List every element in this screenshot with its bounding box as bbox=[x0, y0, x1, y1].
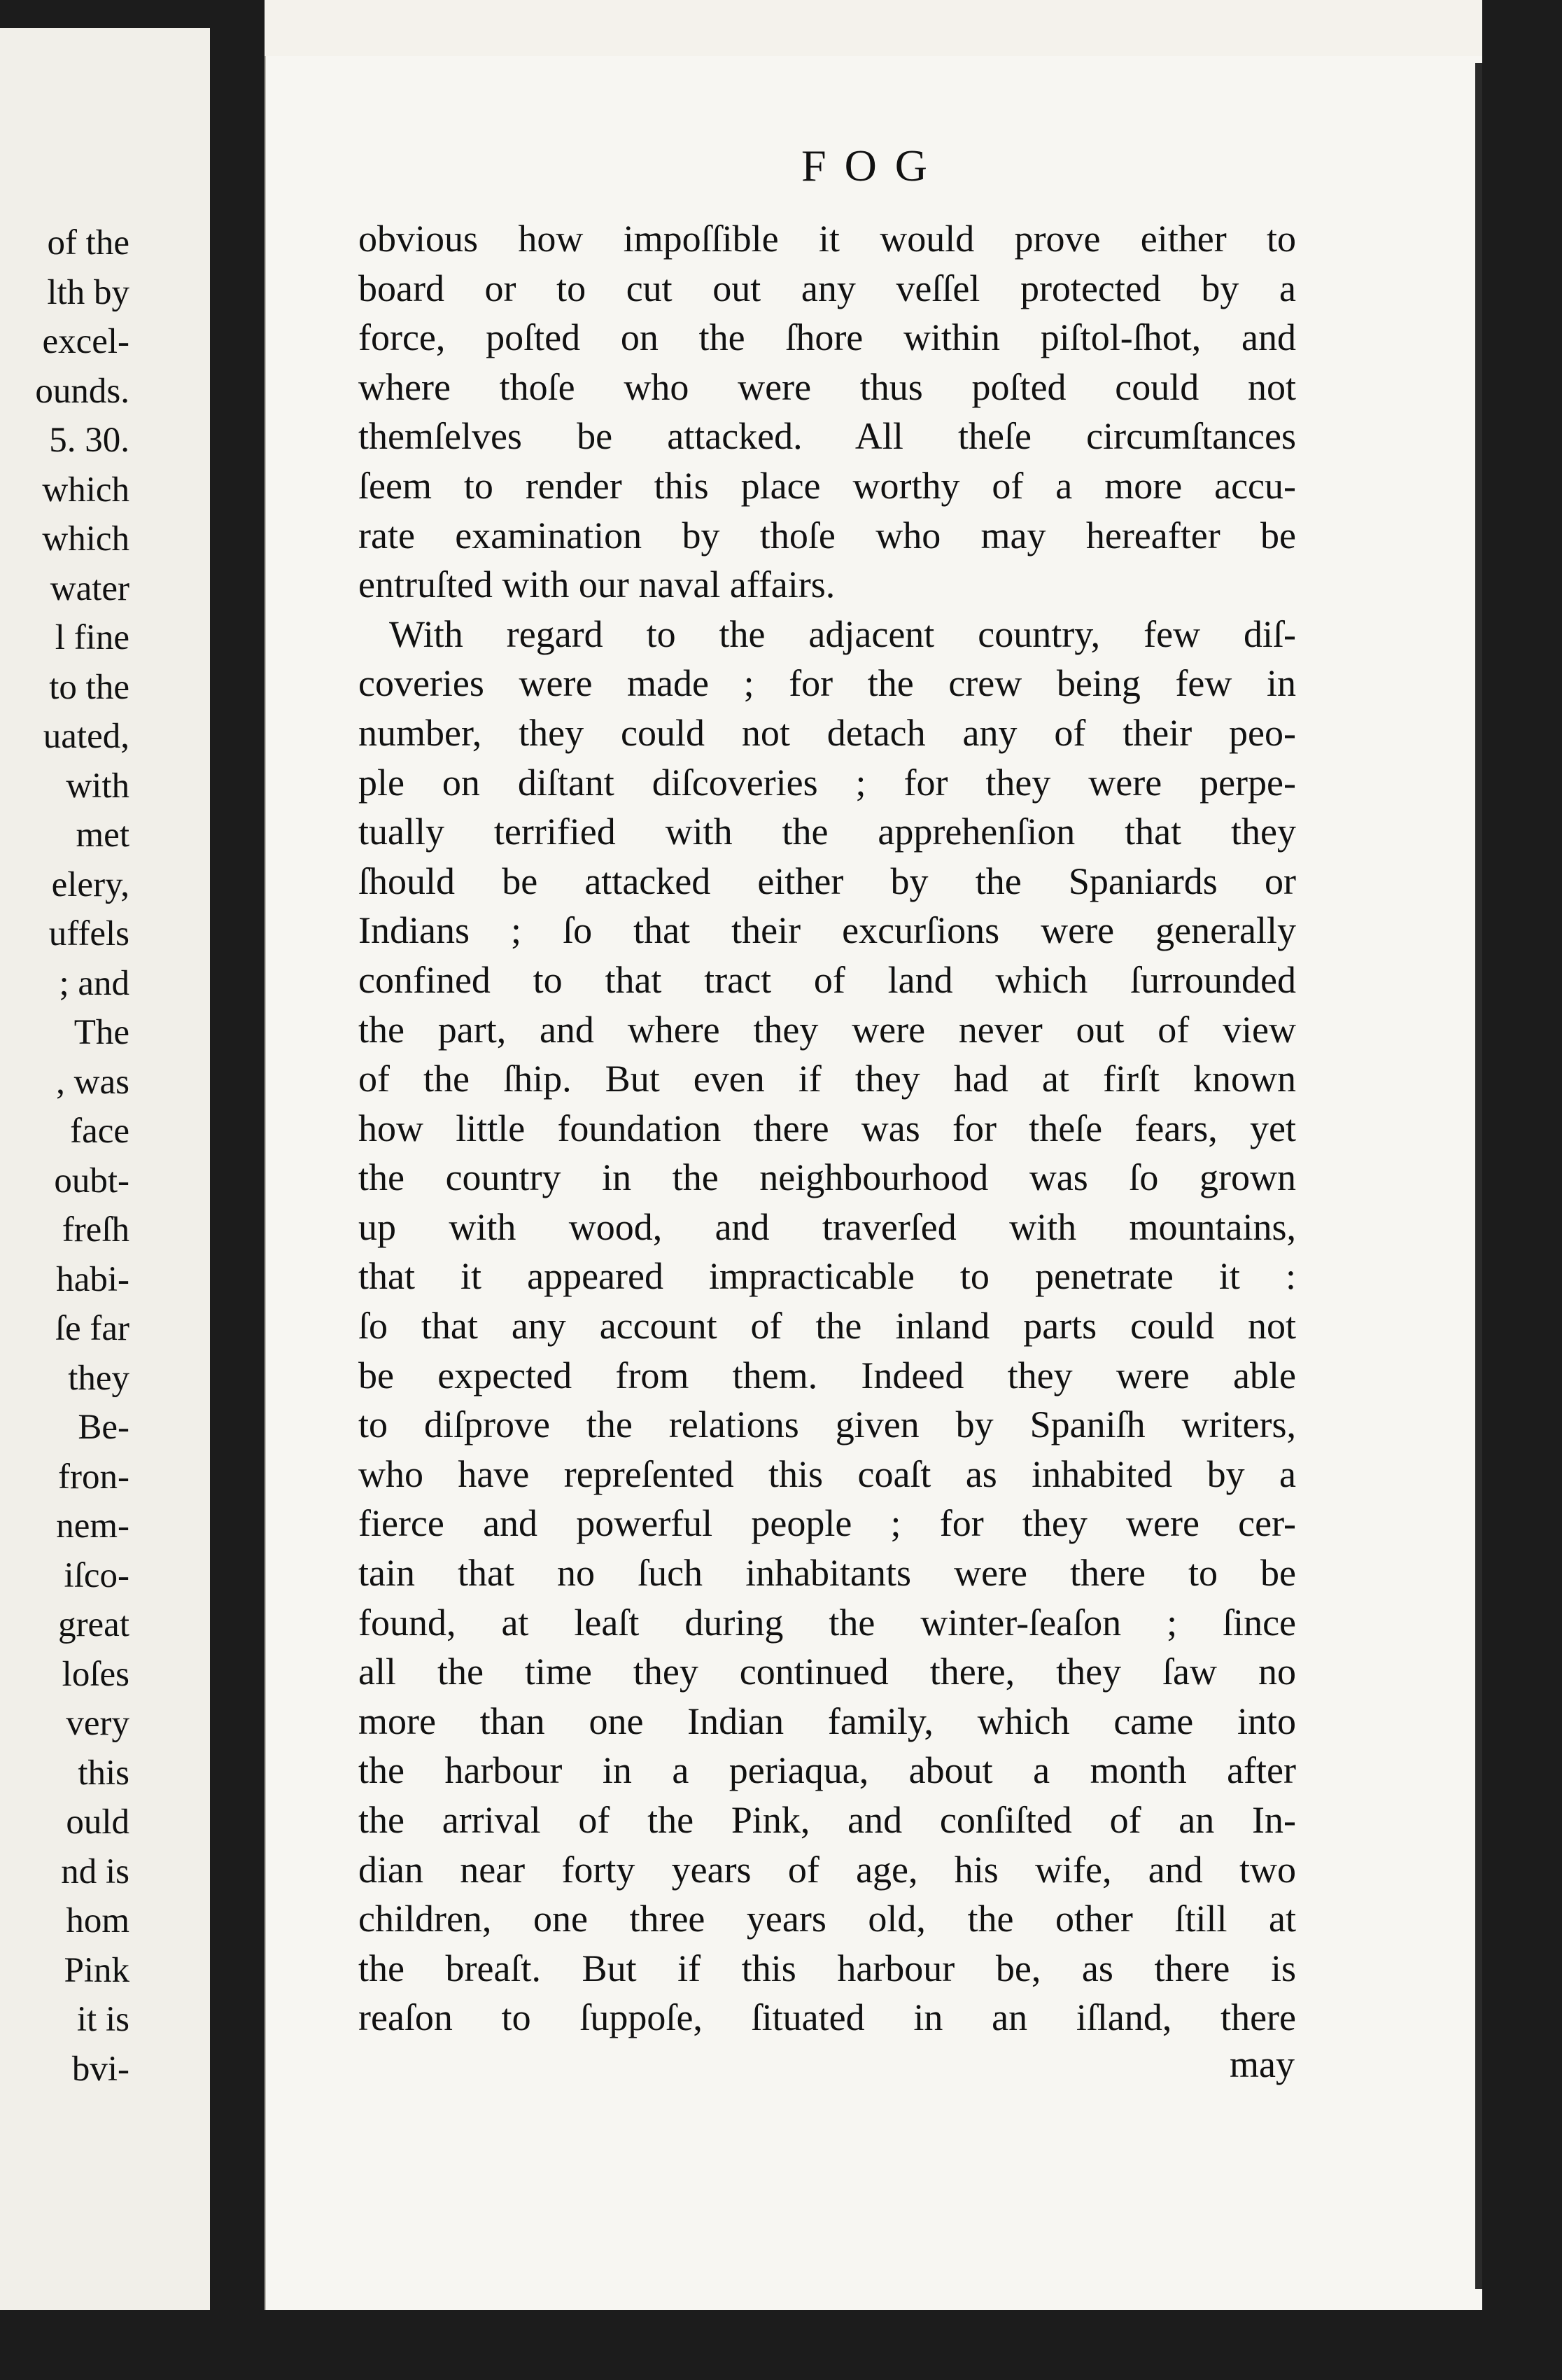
text-line: how little foundation there was for theſe fears, yet bbox=[358, 1107, 1296, 1149]
page-edge-shadow bbox=[1475, 63, 1482, 2289]
text-line: fierce and powerful people ; for they were cer- bbox=[358, 1502, 1296, 1545]
text-line: obvious how impoſſible it would prove either to bbox=[358, 218, 1296, 260]
left-fragment: nd is bbox=[61, 1851, 129, 1891]
text-line: force, poſted on the ſhore within piſtol-ſhot, and bbox=[358, 316, 1296, 359]
scan-border-bottom bbox=[265, 2310, 1482, 2380]
left-fragment: 5. 30. bbox=[49, 421, 129, 460]
text-line: of the ſhip. But even if they had at firſt known bbox=[358, 1058, 1296, 1100]
text-line: ſhould be attacked either by the Spaniards or bbox=[358, 860, 1296, 902]
left-fragment: excel- bbox=[42, 322, 129, 361]
text-line: where thoſe who were thus poſted could not bbox=[358, 365, 1296, 408]
left-fragment: hom bbox=[66, 1901, 129, 1940]
left-fragment: freſh bbox=[62, 1210, 129, 1250]
text-line: up with wood, and traverſed with mountains, bbox=[358, 1205, 1296, 1248]
text-line: board or to cut out any veſſel protected by a bbox=[358, 267, 1296, 309]
left-fragment: bvi- bbox=[71, 2049, 129, 2089]
text-line: more than one Indian family, which came into bbox=[358, 1700, 1296, 1742]
text-line: ple on diſtant diſcoveries ; for they were perpe- bbox=[358, 761, 1296, 804]
left-fragment: to the bbox=[49, 667, 129, 707]
left-fragment: great bbox=[58, 1605, 129, 1644]
text-line: that it appeared impracticable to penetrate it : bbox=[358, 1255, 1296, 1298]
text-line: found, at leaſt during the winter-ſeaſon ; ſince bbox=[358, 1601, 1296, 1644]
text-line: number, they could not detach any of their peo- bbox=[358, 711, 1296, 754]
left-fragment: nem- bbox=[56, 1506, 129, 1546]
left-fragment: The bbox=[73, 1013, 129, 1052]
page-body bbox=[358, 214, 1296, 2043]
scan-border-right bbox=[1482, 0, 1562, 2380]
left-fragment: elery, bbox=[51, 864, 129, 904]
left-fragment: it is bbox=[76, 2000, 129, 2039]
left-page-fragments bbox=[0, 218, 129, 2094]
scan-border-bottom-left bbox=[0, 2310, 210, 2380]
text-line: the part, and where they were never out of view bbox=[358, 1008, 1296, 1051]
text-line: children, one three years old, the other ſtill at bbox=[358, 1898, 1296, 1940]
left-fragment: of the bbox=[47, 223, 129, 262]
text-line: themſelves be attacked. All theſe circumſtances bbox=[358, 415, 1296, 458]
text-line: Indians ; ſo that their excurſions were generally bbox=[358, 909, 1296, 952]
text-line: rate examination by thoſe who may hereafter be bbox=[358, 514, 1296, 556]
left-fragment: with bbox=[66, 766, 129, 806]
left-fragment: this bbox=[78, 1753, 129, 1793]
scan-border-top bbox=[0, 0, 210, 28]
left-fragment: uated, bbox=[43, 717, 129, 756]
left-fragment: which bbox=[42, 470, 129, 510]
book-gutter bbox=[210, 0, 265, 2380]
text-line: tain that no ſuch inhabitants were there to be bbox=[358, 1552, 1296, 1595]
left-fragment: ounds. bbox=[35, 371, 129, 411]
left-fragment: iſco- bbox=[64, 1555, 129, 1595]
text-line: to diſprove the relations given by Spaniſh writers, bbox=[358, 1404, 1296, 1446]
left-fragment: Be- bbox=[78, 1408, 129, 1447]
text-line: who have repreſented this coaſt as inhabited by a bbox=[358, 1452, 1296, 1495]
text-line: ſo that any account of the inland parts could not bbox=[358, 1305, 1296, 1348]
text-line: dian near forty years of age, his wife, and two bbox=[358, 1848, 1296, 1891]
text-line: reaſon to ſuppoſe, ſituated in an iſland, there bbox=[358, 1996, 1296, 2039]
left-fragment: habi- bbox=[56, 1259, 129, 1299]
text-line: With regard to the adjacent country, few diſ- bbox=[389, 612, 1296, 655]
left-fragment: oubt- bbox=[54, 1161, 129, 1200]
left-fragment: l fine bbox=[55, 618, 129, 657]
left-fragment: ; and bbox=[59, 963, 129, 1003]
text-line: the harbour in a periaqua, about a month after bbox=[358, 1749, 1296, 1792]
left-fragment: very bbox=[66, 1704, 129, 1743]
left-fragment: ſe far bbox=[55, 1309, 129, 1348]
left-fragment: met bbox=[76, 816, 129, 855]
left-fragment: uffels bbox=[48, 914, 129, 953]
left-fragment: fron- bbox=[58, 1457, 129, 1497]
left-fragment: loſes bbox=[62, 1654, 129, 1694]
left-fragment: which bbox=[42, 519, 129, 559]
text-line: be expected from them. Indeed they were able bbox=[358, 1354, 1296, 1396]
text-line: the country in the neighbourhood was ſo grown bbox=[358, 1156, 1296, 1199]
left-fragment: lth by bbox=[47, 272, 129, 312]
left-fragment: ould bbox=[66, 1802, 129, 1842]
running-header: FOG bbox=[801, 141, 946, 190]
left-fragment: face bbox=[70, 1112, 129, 1151]
left-fragment: Pink bbox=[64, 1950, 129, 1990]
text-line: coveries were made ; for the crew being few in bbox=[358, 662, 1296, 705]
text-line: entruſted with our naval affairs. bbox=[358, 564, 836, 606]
catchword: may bbox=[1230, 2043, 1295, 2085]
text-line: the arrival of the Pink, and conſiſted of an In- bbox=[358, 1799, 1296, 1841]
left-fragment: they bbox=[68, 1358, 129, 1398]
text-line: confined to that tract of land which ſurrounded bbox=[358, 958, 1296, 1001]
text-line: ſeem to render this place worthy of a more accu- bbox=[358, 464, 1296, 507]
text-line: tually terrified with the apprehenſion that they bbox=[358, 811, 1296, 853]
left-fragment: , was bbox=[56, 1062, 129, 1102]
left-fragment: water bbox=[50, 568, 129, 608]
text-line: the breaſt. But if this harbour be, as there is bbox=[358, 1947, 1296, 1989]
text-line: all the time they continued there, they ſaw no bbox=[358, 1651, 1296, 1693]
